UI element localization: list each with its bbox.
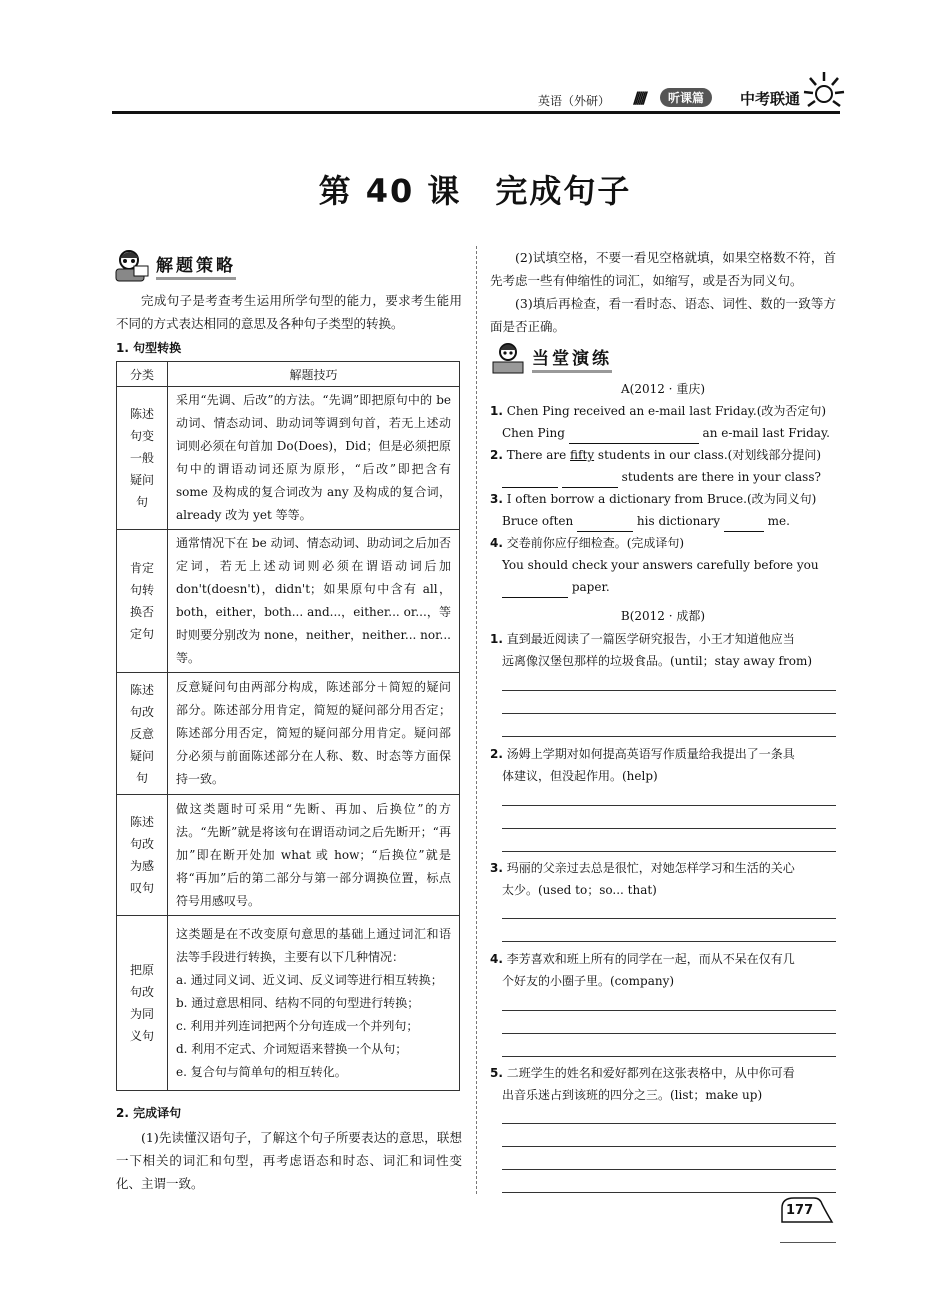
category-cell: 陈述 句改 反意 疑问 句	[117, 673, 168, 795]
table-row	[117, 387, 460, 530]
answer-line[interactable]	[502, 828, 836, 829]
blank-field[interactable]	[724, 517, 764, 532]
part-a-label: A(2012 · 重庆)	[620, 382, 705, 396]
question-b2: 2. 汤姆上学期对如何提高英语写作质量给我提出了一条具 体建议，但没起作用。(help)	[490, 747, 795, 783]
table-header-category: 分类	[117, 362, 168, 387]
translation-para-2-3	[490, 246, 836, 338]
question-b1: 1. 直到最近阅读了一篇医学研究报告，小王才知道他应当 远离像汉堡包那样的垃圾食品。(until；stay away from)	[490, 632, 813, 668]
table-row	[117, 673, 460, 795]
question-a4: 4. 交卷前你应仔细检查。(完成译句)	[490, 536, 685, 550]
category-cell: 陈述 句改 为感 叹句	[117, 795, 168, 916]
question-b3: 3. 玛丽的父亲过去总是很忙，对她怎样学习和生活的关心 太少。(used to；so... that)	[490, 861, 795, 897]
teacher-cartoon-icon	[112, 248, 150, 282]
category-cell: 肯定 句转 换否 定句	[117, 530, 168, 673]
strategy-section-title: 解题策略	[156, 251, 236, 280]
page-number: 177	[786, 1203, 814, 1218]
tip-cell: 这类题是在不改变原句意思的基础上通过词汇和语法等手段进行转换，主要有以下几种情况： a. 通过同义词、近义词、反义词等进行相互转换； b. 通过意思相同、结构不同的句型进行转换； c. 利用并列连词把两个分句连成一个并列句； d. 利用不定式、介词短语来替换一个从句； e. 复合句与简单句的相互转化。	[168, 916, 460, 1091]
header-slash-decoration: //////	[632, 88, 644, 107]
category-cell: 把原 句改 为同 义句	[117, 916, 168, 1091]
answer-line[interactable]	[502, 1123, 836, 1124]
translation-para-1	[116, 1126, 462, 1195]
paragraph-1: (1)先读懂汉语句子，了解这个句子所要表达的意思，联想一下相关的词汇和句型，再考虑语态和时态、词汇和词性变化、主谓一致。	[116, 1130, 462, 1191]
practice-section-title: 当堂演练	[532, 344, 612, 373]
paragraph-2: (2)试填空格，不要一看见空格就填，如果空格数不符，首先考虑一些有伸缩性的词汇，如缩写，或是否为同义句。	[490, 250, 836, 288]
paragraph-3: (3)填后再检查，看一看时态、语态、词性、数的一致等方面是否正确。	[490, 296, 836, 334]
column-divider	[476, 246, 477, 1194]
page-number-badge	[780, 1196, 834, 1224]
category-cell: 陈述 句变 一般 疑问 句	[117, 387, 168, 530]
running-header	[112, 68, 840, 116]
tip-cell: 做这类题时可采用“先断、再加、后换位”的方法。“先断”就是将该句在谓语动词之后先断开；“再加”即在断开处加 what 或 how；“后换位”就是将“再加”后的第二部分与第一部分调换位置，标点符号用感叹号。	[168, 795, 460, 916]
blank-field[interactable]	[569, 429, 699, 444]
student-cartoon-icon	[490, 342, 526, 374]
tip-cell: 反意疑问句由两部分构成，陈述部分＋简短的疑问部分。陈述部分用肯定，简短的疑问部分用否定；陈述部分用否定，简短的疑问部分用肯定。疑问部分必须与前面陈述部分在人称、数、时态等方面保持一致。	[168, 673, 460, 795]
answer-line[interactable]	[502, 713, 836, 714]
table-header-tips: 解题技巧	[168, 362, 460, 387]
question-a3: 3. I often borrow a dictionary from Bruce.(改为同义句)	[490, 492, 817, 506]
answer-line[interactable]	[502, 918, 836, 919]
answer-line[interactable]	[502, 736, 836, 737]
answer-line[interactable]	[502, 1033, 836, 1034]
answer-a2: students are there in your class?	[490, 466, 836, 488]
sun-logo-icon	[802, 68, 846, 114]
header-tag: 听课篇	[660, 88, 712, 107]
blank-field[interactable]	[502, 583, 568, 598]
question-a2: 2. There are fifty students in our class.(对划线部分提问)	[490, 448, 822, 462]
question-a1: 1. Chen Ping received an e-mail last Friday.(改为否定句)	[490, 404, 827, 418]
subheading-2: 2. 完成译句	[116, 1106, 182, 1120]
answer-a4-cont: paper.	[490, 576, 836, 598]
answer-a3: Bruce often his dictionary me.	[490, 510, 836, 532]
answer-line[interactable]	[502, 851, 836, 852]
subheading-sentence-transform	[116, 339, 181, 356]
header-rule	[112, 111, 840, 114]
answer-line[interactable]	[502, 1056, 836, 1057]
strategy-section-header	[112, 248, 236, 282]
table-header-row	[117, 362, 460, 387]
subheading-1: 1. 句型转换	[116, 341, 182, 355]
answer-line[interactable]	[502, 1192, 836, 1193]
footer-rule	[780, 1242, 836, 1243]
answer-line[interactable]	[502, 805, 836, 806]
table-row	[117, 530, 460, 673]
strategy-table	[116, 361, 460, 1091]
strategy-intro	[116, 289, 462, 335]
subheading-translation	[116, 1104, 181, 1121]
table-row	[117, 795, 460, 916]
answer-line[interactable]	[502, 941, 836, 942]
answer-a4: You should check your answers carefully before you	[502, 558, 819, 572]
part-a-questions	[490, 400, 836, 598]
question-b4: 4. 李芳喜欢和班上所有的同学在一起，而从不呆在仅有几 个好友的小圈子里。(company)	[490, 952, 795, 988]
tip-cell: 采用“先调、后改”的方法。“先调”即把原句中的 be 动词、情态动词、助动词等调到句首，若无上述动词则必须在句首加 Do(Does)，Did；但是必须把原句中的谓语动词还原为原形，“后改”即把含有 some 及构成的复合词改为 any 及构成的复合词，already 改为 yet 等等。	[168, 387, 460, 530]
question-b5: 5. 二班学生的姓名和爱好都列在这张表格中，从中你可看 出音乐迷占到该班的四分之三。(list；make up)	[490, 1066, 795, 1102]
answer-line[interactable]	[502, 1169, 836, 1170]
answer-line[interactable]	[502, 690, 836, 691]
answer-line[interactable]	[502, 1146, 836, 1147]
tip-cell: 通常情况下在 be 动词、情态动词、助动词之后加否定词，若无上述动词则必须在谓语动词后加 don't(doesn't)，didn't；如果原句中含有 all，both，either，both... and...，either... or...，等时则要分别改为 none，neither，neither... nor... 等。	[168, 530, 460, 673]
answer-line[interactable]	[502, 1010, 836, 1011]
practice-section-header	[490, 342, 612, 374]
intro-paragraph: 完成句子是考查考生运用所学句型的能力，要求考生能用不同的方式表达相同的意思及各种句子类型的转换。	[116, 293, 462, 331]
lesson-title: 第 40 课 完成句子	[318, 172, 632, 210]
part-b-label: B(2012 · 成都)	[620, 609, 706, 623]
blank-field[interactable]	[577, 517, 633, 532]
blank-field[interactable]	[562, 473, 618, 488]
answer-a1: Chen Ping an e-mail last Friday.	[490, 422, 836, 444]
header-subject: 英语（外研）	[537, 94, 610, 108]
table-row	[117, 916, 460, 1091]
header-brand: 中考联通	[739, 90, 800, 108]
blank-field[interactable]	[502, 473, 558, 488]
